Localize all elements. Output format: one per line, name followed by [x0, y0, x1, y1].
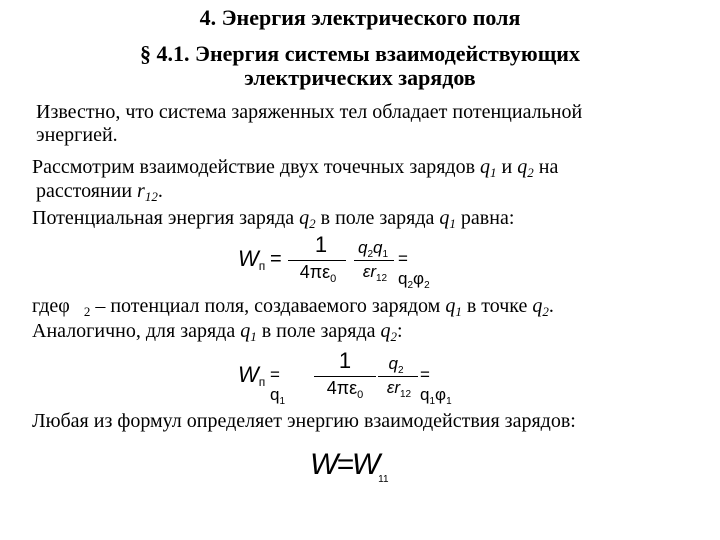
formula2-eq: = $q_1$	[270, 365, 286, 407]
pe-mid-text: в поле заряда	[315, 207, 440, 229]
formula1-den2: $\varepsilon r_{12}$	[362, 262, 388, 284]
charge-q1: $q_1$	[480, 156, 497, 180]
charge-q1: $q_1$	[240, 320, 257, 344]
intro-line2: энергией.	[36, 124, 118, 146]
formula1-rhs: = $q_2\varphi_2$	[398, 249, 430, 291]
consider-text: Рассмотрим взаимодействие двух точечных зарядов	[32, 156, 481, 178]
distance-text: расстоянии	[36, 180, 138, 202]
similarly-text: Аналогично, для заряда	[32, 320, 241, 342]
formula2-den2: $\varepsilon r_{12}$	[386, 378, 412, 400]
pe-text: Потенциальная энергия заряда	[32, 207, 300, 229]
formula2-bar1	[314, 376, 376, 377]
formula3-sub: 11	[378, 474, 389, 485]
formula1-equals: =	[270, 248, 282, 270]
formula2-W: $W_п$	[238, 362, 266, 389]
and-text: и	[496, 156, 518, 178]
formula1-den1: $4\pi\varepsilon_0$	[299, 262, 337, 285]
charge-q2: $q_2$	[299, 207, 316, 231]
charge-q2: $q_2$	[532, 295, 549, 319]
formula2-bar2	[378, 376, 418, 377]
charge-q1: $q_1$	[439, 207, 456, 231]
phi2: φ $_2$	[58, 295, 91, 319]
consider-line2: расстоянии $r_{12}$.	[36, 180, 163, 204]
formula1-bar2	[354, 260, 394, 261]
formula2-rhs: = $q_1\varphi_1$	[420, 365, 452, 407]
where-phi-line: гдеφ $_2$ – потенциал поля, создаваемого зарядом $q_1$ в точке $q_2$.	[32, 295, 554, 319]
slide-title-line2: § 4.1. Энергия системы взаимодействующих	[140, 41, 580, 66]
formula3-eq: =W	[336, 448, 379, 481]
distance-r12: $r_{12}$	[137, 180, 158, 204]
either-formula-line: Любая из формул определяет энергию взаимодействия зарядов:	[32, 410, 576, 432]
charge-q1: $q_1$	[445, 295, 462, 319]
formula3-W: W	[310, 448, 337, 481]
charge-q2: $q_2$	[380, 320, 398, 344]
intro-line1: Известно, что система заряженных тел обладает потенциальной	[36, 101, 583, 123]
potential-energy-line	[32, 207, 514, 229]
charge-q2: $q_2$	[517, 156, 534, 180]
potential-field-text: потенциал поля, создаваемого зарядом	[110, 295, 446, 317]
slide-title-line1: 4. Энергия электрического поля	[199, 5, 521, 30]
formula1-num2: $q_2q_1$	[357, 238, 389, 260]
formula-energy-equality	[310, 448, 389, 485]
formula1-W: $W_п$	[238, 246, 266, 273]
consider-line1	[32, 156, 558, 178]
pe-end-text: равна:	[455, 207, 515, 229]
formula1-num1: 1	[314, 232, 328, 257]
slide-title-line3: электрических зарядов	[244, 65, 476, 90]
formula1-bar1	[288, 260, 346, 261]
similarly-line: Аналогично, для заряда $q_1$ в поле заряда $q_2$:	[32, 320, 403, 344]
where-text: где	[32, 295, 59, 317]
formula2-num2: $q_2$	[388, 354, 404, 376]
formula2-num1: 1	[338, 348, 352, 373]
na-text: на	[533, 156, 559, 178]
formula2-den1: $4\pi\varepsilon_0$	[326, 378, 364, 401]
